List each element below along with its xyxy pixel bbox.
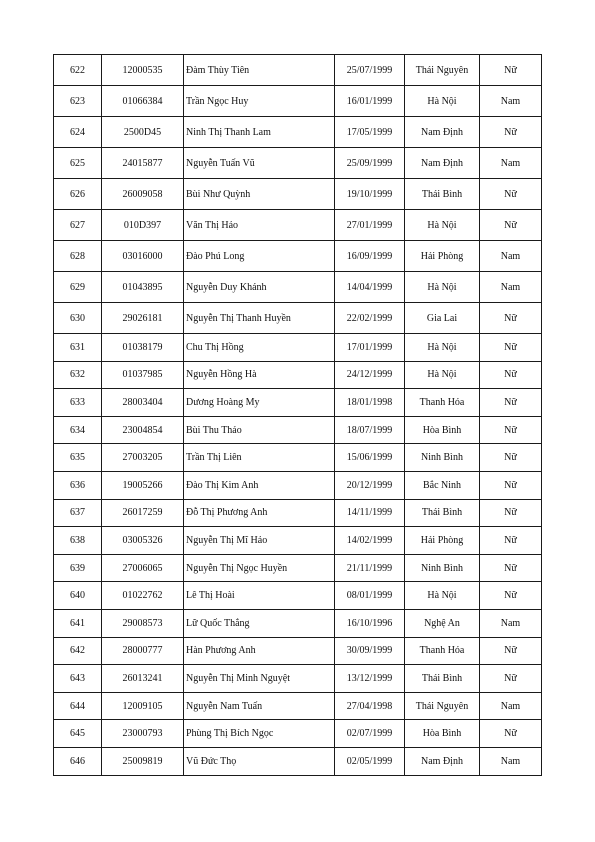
date-of-birth-cell: 27/04/1998 [335,692,405,720]
date-of-birth-cell: 16/09/1999 [335,241,405,272]
row-number-cell: 630 [54,303,102,334]
birthplace-cell: Hòa Bình [405,720,480,748]
student-name-cell: Nguyễn Hồng Hà [184,361,335,389]
student-id-cell: 12000535 [102,55,184,86]
date-of-birth-cell: 16/10/1996 [335,609,405,637]
row-number-cell: 622 [54,55,102,86]
birthplace-cell: Thái Bình [405,665,480,693]
student-id-cell: 26017259 [102,499,184,527]
gender-cell: Nữ [480,665,542,693]
student-id-cell: 25009819 [102,747,184,775]
row-number-cell: 637 [54,499,102,527]
table-row [54,499,542,527]
student-id-cell: 010D397 [102,210,184,241]
gender-cell: Nam [480,241,542,272]
birthplace-cell: Hà Nội [405,210,480,241]
row-number-cell: 638 [54,527,102,555]
student-name-cell: Lữ Quốc Thắng [184,609,335,637]
table-row [54,334,542,362]
student-name-cell: Đào Thị Kim Anh [184,471,335,499]
birthplace-cell: Thanh Hóa [405,637,480,665]
student-id-cell: 12009105 [102,692,184,720]
birthplace-cell: Ninh Bình [405,444,480,472]
gender-cell: Nữ [480,179,542,210]
birthplace-cell: Thanh Hóa [405,389,480,417]
gender-cell: Nữ [480,416,542,444]
table-row [54,444,542,472]
date-of-birth-cell: 08/01/1999 [335,582,405,610]
gender-cell: Nữ [480,361,542,389]
birthplace-cell: Bắc Ninh [405,471,480,499]
table-row [54,692,542,720]
gender-cell: Nữ [480,303,542,334]
gender-cell: Nữ [480,499,542,527]
gender-cell: Nam [480,86,542,117]
student-name-cell: Bùi Như Quỳnh [184,179,335,210]
student-id-cell: 29026181 [102,303,184,334]
table-row [54,117,542,148]
birthplace-cell: Nam Định [405,747,480,775]
gender-cell: Nữ [480,334,542,362]
row-number-cell: 642 [54,637,102,665]
gender-cell: Nữ [480,55,542,86]
table-row [54,389,542,417]
table-row [54,416,542,444]
row-number-cell: 636 [54,471,102,499]
student-name-cell: Nguyễn Thị Minh Nguyệt [184,665,335,693]
table-row [54,210,542,241]
table-row [54,609,542,637]
student-name-cell: Nguyễn Thị Ngọc Huyền [184,554,335,582]
student-name-cell: Trần Ngọc Huy [184,86,335,117]
gender-cell: Nữ [480,637,542,665]
date-of-birth-cell: 20/12/1999 [335,471,405,499]
table-row [54,637,542,665]
row-number-cell: 640 [54,582,102,610]
gender-cell: Nữ [480,582,542,610]
student-id-cell: 01022762 [102,582,184,610]
row-number-cell: 632 [54,361,102,389]
row-number-cell: 641 [54,609,102,637]
student-id-cell: 2500D45 [102,117,184,148]
student-id-cell: 26009058 [102,179,184,210]
row-number-cell: 645 [54,720,102,748]
student-name-cell: Ninh Thị Thanh Lam [184,117,335,148]
student-name-cell: Đào Phú Long [184,241,335,272]
student-id-cell: 23004854 [102,416,184,444]
row-number-cell: 623 [54,86,102,117]
table-row [54,720,542,748]
student-id-cell: 27006065 [102,554,184,582]
student-name-cell: Nguyễn Tuấn Vũ [184,148,335,179]
birthplace-cell: Hà Nội [405,334,480,362]
student-id-cell: 19005266 [102,471,184,499]
student-name-cell: Đàm Thùy Tiên [184,55,335,86]
date-of-birth-cell: 17/05/1999 [335,117,405,148]
birthplace-cell: Thái Nguyên [405,692,480,720]
gender-cell: Nam [480,148,542,179]
row-number-cell: 625 [54,148,102,179]
gender-cell: Nữ [480,527,542,555]
student-name-cell: Văn Thị Hảo [184,210,335,241]
gender-cell: Nam [480,272,542,303]
row-number-cell: 635 [54,444,102,472]
student-id-cell: 28000777 [102,637,184,665]
birthplace-cell: Nghệ An [405,609,480,637]
table-row [54,241,542,272]
table-row [54,303,542,334]
table-row [54,361,542,389]
row-number-cell: 643 [54,665,102,693]
gender-cell: Nữ [480,471,542,499]
row-number-cell: 634 [54,416,102,444]
row-number-cell: 639 [54,554,102,582]
date-of-birth-cell: 17/01/1999 [335,334,405,362]
row-number-cell: 646 [54,747,102,775]
row-number-cell: 627 [54,210,102,241]
birthplace-cell: Thái Nguyên [405,55,480,86]
gender-cell: Nam [480,747,542,775]
row-number-cell: 629 [54,272,102,303]
row-number-cell: 626 [54,179,102,210]
student-id-cell: 01043895 [102,272,184,303]
table-row [54,747,542,775]
student-name-cell: Lê Thị Hoài [184,582,335,610]
row-number-cell: 628 [54,241,102,272]
date-of-birth-cell: 19/10/1999 [335,179,405,210]
birthplace-cell: Thái Bình [405,499,480,527]
date-of-birth-cell: 16/01/1999 [335,86,405,117]
birthplace-cell: Hà Nội [405,272,480,303]
birthplace-cell: Hà Nội [405,582,480,610]
roster-body [54,55,542,776]
student-id-cell: 24015877 [102,148,184,179]
student-id-cell: 03005326 [102,527,184,555]
date-of-birth-cell: 30/09/1999 [335,637,405,665]
table-row [54,272,542,303]
table-row [54,86,542,117]
gender-cell: Nữ [480,444,542,472]
student-id-cell: 03016000 [102,241,184,272]
birthplace-cell: Ninh Bình [405,554,480,582]
table-row [54,471,542,499]
table-row [54,55,542,86]
date-of-birth-cell: 27/01/1999 [335,210,405,241]
gender-cell: Nữ [480,389,542,417]
date-of-birth-cell: 18/07/1999 [335,416,405,444]
table-row [54,148,542,179]
date-of-birth-cell: 15/06/1999 [335,444,405,472]
birthplace-cell: Hải Phòng [405,241,480,272]
date-of-birth-cell: 02/05/1999 [335,747,405,775]
date-of-birth-cell: 14/04/1999 [335,272,405,303]
student-name-cell: Nguyễn Nam Tuấn [184,692,335,720]
date-of-birth-cell: 22/02/1999 [335,303,405,334]
date-of-birth-cell: 02/07/1999 [335,720,405,748]
student-id-cell: 28003404 [102,389,184,417]
student-roster-table [53,54,542,776]
birthplace-cell: Nam Định [405,117,480,148]
student-id-cell: 01038179 [102,334,184,362]
date-of-birth-cell: 21/11/1999 [335,554,405,582]
date-of-birth-cell: 25/09/1999 [335,148,405,179]
student-name-cell: Nguyễn Thị Mĩ Hảo [184,527,335,555]
student-id-cell: 01066384 [102,86,184,117]
birthplace-cell: Hà Nội [405,86,480,117]
table-row [54,527,542,555]
student-name-cell: Nguyễn Duy Khánh [184,272,335,303]
table-row [54,179,542,210]
row-number-cell: 644 [54,692,102,720]
student-name-cell: Nguyễn Thị Thanh Huyền [184,303,335,334]
row-number-cell: 631 [54,334,102,362]
gender-cell: Nữ [480,554,542,582]
date-of-birth-cell: 25/07/1999 [335,55,405,86]
student-id-cell: 29008573 [102,609,184,637]
student-id-cell: 26013241 [102,665,184,693]
row-number-cell: 624 [54,117,102,148]
table-row [54,582,542,610]
date-of-birth-cell: 18/01/1998 [335,389,405,417]
gender-cell: Nữ [480,720,542,748]
date-of-birth-cell: 24/12/1999 [335,361,405,389]
gender-cell: Nữ [480,210,542,241]
table-row [54,554,542,582]
birthplace-cell: Hòa Bình [405,416,480,444]
student-name-cell: Trần Thị Liên [184,444,335,472]
birthplace-cell: Hà Nội [405,361,480,389]
student-name-cell: Dương Hoàng My [184,389,335,417]
date-of-birth-cell: 13/12/1999 [335,665,405,693]
student-name-cell: Đỗ Thị Phương Anh [184,499,335,527]
student-id-cell: 23000793 [102,720,184,748]
birthplace-cell: Hải Phòng [405,527,480,555]
date-of-birth-cell: 14/02/1999 [335,527,405,555]
student-name-cell: Bùi Thu Thảo [184,416,335,444]
birthplace-cell: Thái Bình [405,179,480,210]
birthplace-cell: Gia Lai [405,303,480,334]
student-name-cell: Chu Thị Hồng [184,334,335,362]
student-name-cell: Phùng Thị Bích Ngọc [184,720,335,748]
student-id-cell: 27003205 [102,444,184,472]
row-number-cell: 633 [54,389,102,417]
student-id-cell: 01037985 [102,361,184,389]
gender-cell: Nam [480,609,542,637]
table-row [54,665,542,693]
gender-cell: Nữ [480,117,542,148]
gender-cell: Nam [480,692,542,720]
date-of-birth-cell: 14/11/1999 [335,499,405,527]
student-name-cell: Hàn Phương Anh [184,637,335,665]
student-name-cell: Vũ Đức Thọ [184,747,335,775]
birthplace-cell: Nam Định [405,148,480,179]
